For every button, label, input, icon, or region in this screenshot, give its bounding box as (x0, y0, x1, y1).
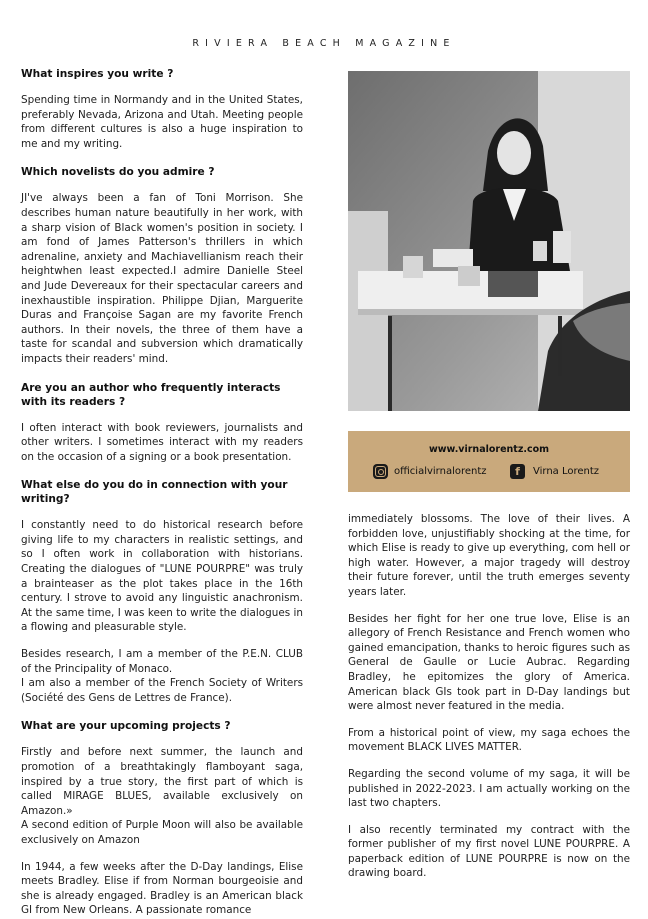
instagram-label: officialvirnalorentz (394, 466, 487, 477)
question-inspiration: What inspires you write ? (21, 68, 174, 80)
right-column (348, 512, 630, 881)
website-link[interactable]: www.virnalorentz.com (428, 444, 550, 455)
story-historical-echo: From a historical point of view, my saga echoes the movement BLACK LIVES MATTER. (348, 726, 630, 754)
facebook-label: Virna Lorentz (533, 466, 600, 477)
left-column (21, 67, 303, 918)
story-paperback-edition: I also recently terminated my contract with the former publisher of my first novel LUNE POURPRE. A paperback edition of LUNE POURPRE is now on the drawing board. (348, 823, 630, 880)
answer-novelists: JI've always been a fan of Toni Morrison. She describes human nature beautifully in her work, with a sharp vision of Black women's position in society. I am fond of James Patterson's thrillers in which adrenaline, anxiety and Machiavellianism reach their heightwhen least expected.I admire Danielle Steel and Jude Devereaux for their spectacular careers and inexhaustible inspiration. Philippe Djian, Marguerite Duras and Françoise Sagan are my favorite French authors. In their novels, the three of them have a taste for scandal and subversion which dramatically impacts their readers' mind. (21, 192, 303, 365)
answer-readers: I often interact with book reviewers, journalists and other writers. I sometimes interact with my readers on the occasion of a signing or a book presentation. (21, 421, 303, 463)
facebook-handle[interactable] (510, 464, 599, 479)
story-second-volume: Regarding the second volume of my saga, it will be published in 2022-2023. I am actually working on the last two chapters. (348, 767, 630, 810)
answer-purple-moon: A second edition of Purple Moon will also be available exclusively on Amazon (21, 819, 303, 846)
answer-writers-society: I am also a member of the French Society of Writers (Société des Gens de Lettres de France). (21, 677, 303, 704)
answer-saga-launch: Firstly and before next summer, the launch and promotion of a breathtakingly flamboyant saga, inspired by a true story, the first part of which is called MIRAGE BLUES, available exclusively on Amazon.» (21, 746, 303, 817)
question-upcoming-projects: What are your upcoming projects ? (21, 720, 231, 733)
answer-pen-club: Besides research, I am a member of the P.E.N. CLUB of the Principality of Monaco. (21, 648, 303, 675)
story-romance: immediately blossoms. The love of their lives. A forbidden love, unjustifiably shocking at the time, for which Elise is ready to give up everything, com hell or high water. However, a major tragedy will destroy their future forever, until the truth emerges seventy years later. (348, 513, 630, 598)
question-novelists: Which novelists do you admire ? (21, 166, 215, 179)
question-readers: Are you an author who frequently interacts with its readers ? (21, 381, 281, 408)
story-allegory: Besides her fight for her one true love, Elise is an allegory of French Resistance and French women who gained emancipation, thanks to heroic figures such as General de Gaulle or Lucie Aubrac. Regarding Bradley, he epitomizes the glory of America. American black GIs took part in D-Day landings but were almost never featured in the media. (348, 612, 630, 713)
answer-story-intro: In 1944, a few weeks after the D-Day landings, Elise meets Bradley. Elise if from Norman bourgeoisie and she is already engaged. Bradley is an American black GI from New Orleans. A passionate romance (21, 860, 303, 917)
answer-research: I constantly need to do historical research before giving life to my characters in realistic settings, and so I often work in collaboration with historians. Creating the dialogues of "LUNE POURPRE" was truly a brainteaser as the plot takes place in the 16th century. I strove to avoid any linguistic anachronism. At the same time, I was keen to write the dialogues in a flowing and pleasurable style. (21, 519, 303, 634)
author-signing-illustration (348, 71, 630, 411)
magazine-masthead: RIVIERA BEACH MAGAZINE (192, 38, 456, 49)
instagram-icon (373, 464, 388, 479)
answer-inspiration: Spending time in Normandy and in the United States, preferably Nevada, Arizona and Utah. Meeting people from different cultures is also a huge inspiration to me and my writing. (21, 94, 303, 150)
author-photo (348, 71, 630, 411)
instagram-handle[interactable] (373, 464, 487, 479)
facebook-icon: f (510, 464, 525, 479)
author-contact-banner (348, 431, 630, 492)
question-writing-activities: What else do you do in connection with your writing? (21, 479, 288, 506)
